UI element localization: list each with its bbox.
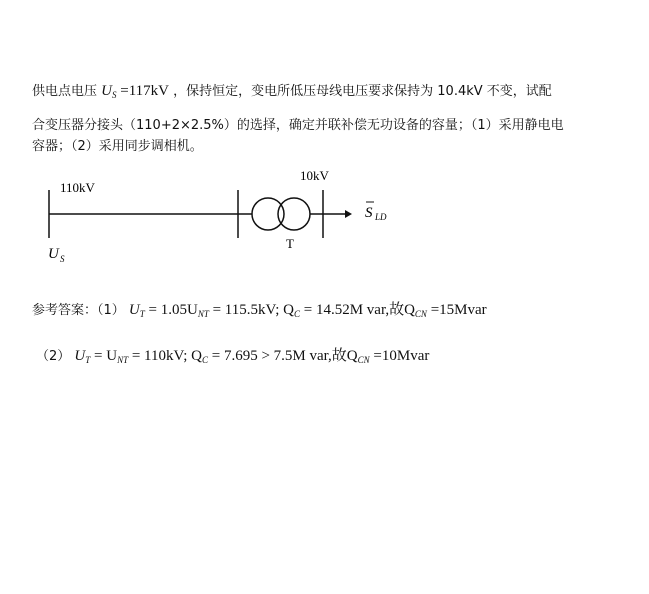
answer1-u: U <box>128 302 140 318</box>
source-label-subscript: S <box>60 254 65 264</box>
answer2-nt-sub: NT <box>117 355 129 365</box>
lv-voltage-label: 10kV <box>300 168 329 183</box>
answer1-eq1: = 1.05U <box>144 302 198 318</box>
answer1-c-sub: C <box>293 309 300 319</box>
answer2-eq2: = 110kV; Q <box>128 348 202 364</box>
load-arrow-icon <box>345 210 352 218</box>
problem-line-3: 容器；（2）采用同步调相机。 <box>32 139 203 154</box>
answer2-t-sub: T <box>85 355 91 365</box>
problem-line1-prefix: 供电点电压 <box>32 84 98 99</box>
answer1-cn-sub: CN <box>414 309 427 319</box>
transformer-winding-secondary <box>278 198 310 230</box>
answer2-eq1: = U <box>90 348 118 364</box>
answer2-cn-sub: CN <box>357 355 370 365</box>
load-label-subscript: LD <box>375 212 387 222</box>
source-voltage-subscript: S <box>112 90 117 100</box>
transformer-label: T <box>286 236 294 251</box>
source-label-symbol: U <box>48 246 59 262</box>
answer2-u: U <box>74 348 86 364</box>
problem-line1-suffix: ，保持恒定，变电所低压母线电压要求保持为 10.4kV 不变，试配 <box>173 84 552 99</box>
circuit-diagram <box>0 160 649 270</box>
answer-line-2 <box>36 344 429 365</box>
problem-line-2: 合变压器分接头（110+2×2.5%）的选择，确定并联补偿无功设备的容量；（1）采用静电电 <box>32 118 564 133</box>
answer2-prefix: （2） <box>36 349 71 364</box>
answer1-t-sub: T <box>139 309 145 319</box>
source-voltage-value: =117kV <box>116 83 169 99</box>
answer1-prefix: 参考答案：（1） <box>32 303 125 318</box>
answer2-eq3: = 7.695 > 7.5M var,故Q <box>207 348 358 364</box>
answer1-nt-sub: NT <box>197 309 209 319</box>
problem-line-1 <box>32 80 552 100</box>
answer-line-1 <box>32 298 487 319</box>
answer2-c-sub: C <box>201 355 208 365</box>
transformer-winding-primary <box>252 198 284 230</box>
load-label-symbol: S <box>365 205 373 221</box>
answer1-eq4: =15Mvar <box>426 302 487 318</box>
answer1-eq2: = 115.5kV; Q <box>208 302 294 318</box>
answer2-eq4: =10Mvar <box>369 348 430 364</box>
answer1-eq3: = 14.52M var,故Q <box>299 302 415 318</box>
source-voltage-symbol: U <box>101 83 112 99</box>
hv-voltage-label: 110kV <box>60 180 95 195</box>
